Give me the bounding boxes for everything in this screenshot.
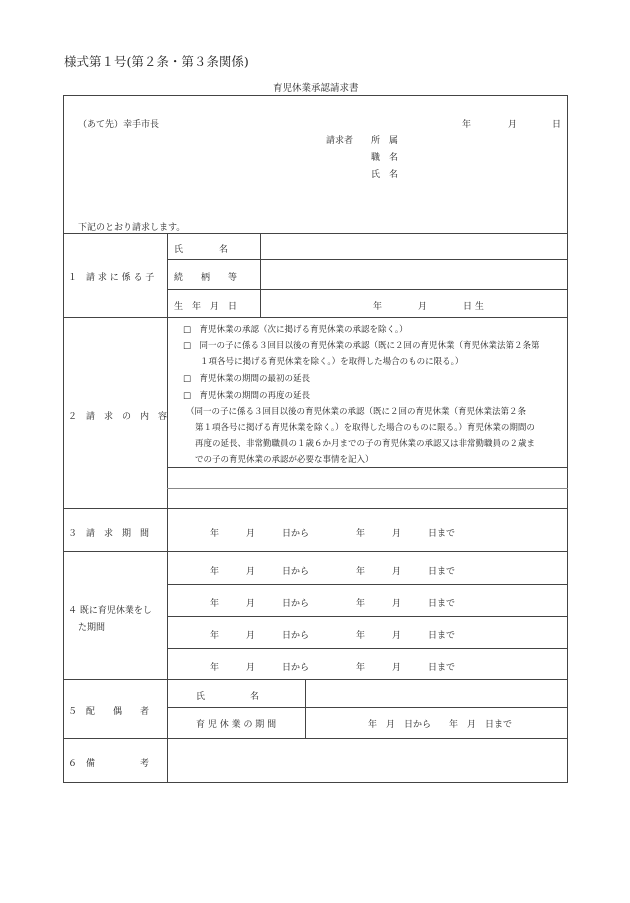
child-name-label: 氏 名 bbox=[174, 245, 229, 255]
reason-note-line-3: 再度の延長、非常勤職員の１歳６か月までの子の育児休業の承認又は非常勤職員の２歳ま bbox=[195, 439, 536, 449]
section-6-heading: ６ 備 考 bbox=[68, 759, 150, 769]
intro-text: 下記のとおり請求します。 bbox=[78, 223, 186, 233]
period-to: 年 月 日まで bbox=[356, 529, 456, 539]
past-period-3-from: 年 月 日から bbox=[210, 631, 310, 641]
past-period-2-from: 年 月 日から bbox=[210, 599, 310, 609]
option-approval: □ 育児休業の承認（次に掲げる育児休業の承認を除く。） bbox=[183, 325, 408, 335]
past-period-1-from: 年 月 日から bbox=[210, 567, 310, 577]
date-day: 日 bbox=[552, 120, 562, 130]
option-first-extension: □ 育児休業の期間の最初の延長 bbox=[183, 374, 311, 384]
reason-note-line-1: （同一の子に係る３回目以後の育児休業の承認（既に２回の育児休業（育児休業法第２条 bbox=[186, 407, 527, 417]
past-period-1-to: 年 月 日まで bbox=[356, 567, 456, 577]
child-dob-label: 生 年 月 日 bbox=[174, 302, 238, 312]
section-3-heading: ３ 請 求 期 間 bbox=[68, 529, 150, 539]
reason-note-line-4: での子の育児休業の承認が必要な事情を記入） bbox=[195, 455, 374, 465]
option-second-extension: □ 育児休業の期間の再度の延長 bbox=[183, 391, 311, 401]
past-period-4-to: 年 月 日まで bbox=[356, 663, 456, 673]
past-period-3-to: 年 月 日まで bbox=[356, 631, 456, 641]
option-third-approval-cont: １項各号に掲げる育児休業を除く。）を取得した場合のものに限る。） bbox=[183, 357, 464, 367]
spouse-leave-period-value: 年 月 日から 年 月 日まで bbox=[368, 720, 513, 730]
child-relation-label: 続 柄 等 bbox=[174, 273, 238, 283]
section-4-heading-line-1: ４ 既に育児休業をし bbox=[68, 606, 152, 616]
form-number: 様式第１号(第２条・第３条関係) bbox=[64, 54, 249, 69]
position-label: 職 名 bbox=[371, 153, 399, 163]
reason-note-line-2: 第１項各号に掲げる育児休業を除く。）を取得した場合のものに限る。）育児休業の期間の bbox=[195, 423, 535, 433]
name-label: 氏 名 bbox=[371, 170, 399, 180]
child-dob-value: 年 月 日 生 bbox=[373, 302, 484, 312]
spouse-name-label: 氏 名 bbox=[196, 692, 260, 702]
past-period-2-to: 年 月 日まで bbox=[356, 599, 456, 609]
requester-label: 請求者 bbox=[326, 136, 354, 146]
section-4-heading-line-2: た期間 bbox=[78, 623, 106, 633]
section-2-heading: ２ 請 求 の 内 容 bbox=[68, 412, 168, 422]
date-year: 年 bbox=[462, 120, 472, 130]
document-title: 育児休業承認請求書 bbox=[273, 83, 359, 94]
affiliation-label: 所 属 bbox=[371, 136, 399, 146]
date-month: 月 bbox=[508, 120, 518, 130]
section-1-heading: １ 請 求 に 係 る 子 bbox=[68, 273, 155, 283]
section-5-heading: ５ 配 偶 者 bbox=[68, 707, 150, 717]
addressee: （あて先）幸手市長 bbox=[78, 120, 160, 130]
spouse-leave-period-label: 育 児 休 業 の 期 間 bbox=[196, 720, 277, 730]
period-from: 年 月 日から bbox=[210, 529, 310, 539]
option-third-approval: □ 同一の子に係る３回目以後の育児休業の承認（既に２回の育児休業（育児休業法第２条第 bbox=[183, 341, 540, 351]
past-period-4-from: 年 月 日から bbox=[210, 663, 310, 673]
